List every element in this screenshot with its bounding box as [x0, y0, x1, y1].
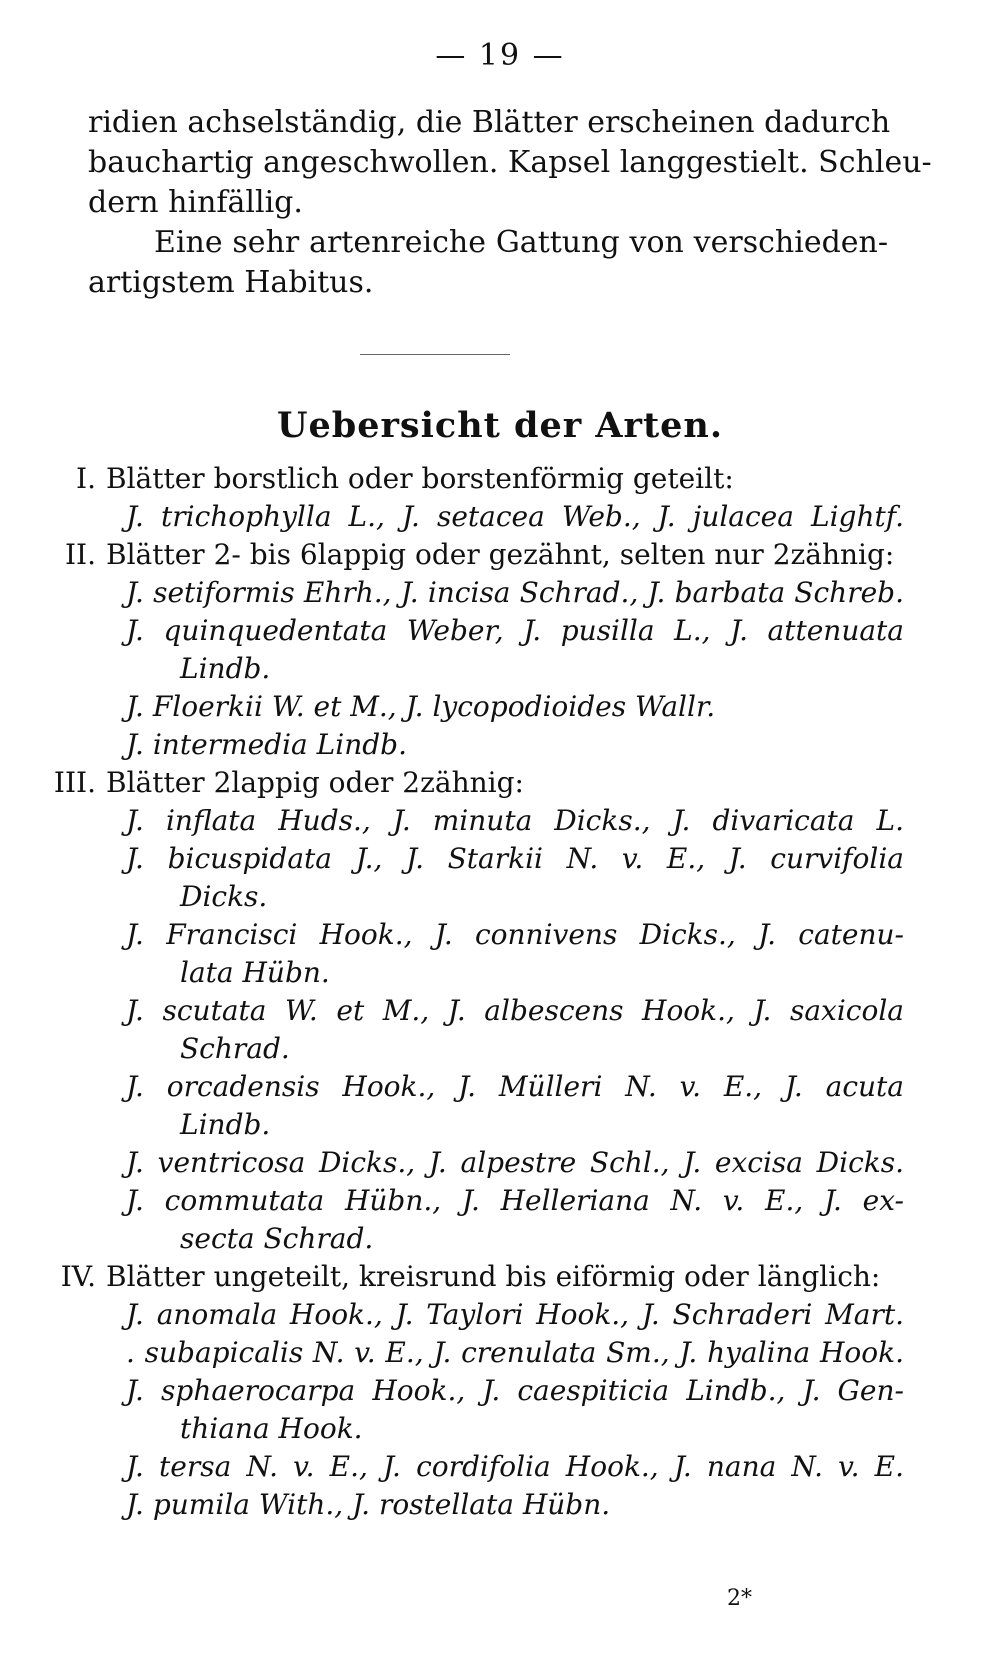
section-divider [360, 354, 510, 355]
species-line: thiana Hook. [180, 1412, 363, 1445]
species-line: J. quinquedentata Weber, J. pusilla L., J. attenuata [126, 614, 904, 647]
text-line: Eine sehr artenreiche Gattung von verschieden- [154, 225, 888, 260]
species-line: J. sphaerocarpa Hook., J. caespiticia Lindb., J. Gen- [126, 1374, 904, 1407]
species-line: J. setiformis Ehrh., J. incisa Schrad., J. barbata Schreb. [126, 576, 904, 609]
text-line: bauchartig angeschwollen. Kapsel langgestielt. Schleu- [88, 145, 932, 180]
section-ii-header [44, 536, 894, 574]
species-line: J. Francisci Hook., J. connivens Dicks., J. catenu- [126, 918, 904, 951]
species-line: J. trichophylla L., J. setacea Web., J. julacea Lightf. [126, 500, 904, 533]
species-line: lata Hübn. [180, 956, 330, 989]
species-line: J. scutata W. et M., J. albescens Hook., J. saxicola [126, 994, 904, 1027]
text-line: ridien achselständig, die Blätter erscheinen dadurch [88, 105, 891, 140]
species-line: J. anomala Hook., J. Taylori Hook., J. Schraderi Mart. [126, 1298, 904, 1331]
species-line: J. ventricosa Dicks., J. alpestre Schl., J. excisa Dicks. [126, 1146, 904, 1179]
section-numeral: IV. [60, 1260, 96, 1293]
section-title: Blätter borstlich oder borstenförmig geteilt: [106, 462, 734, 495]
section-title: Blätter ungeteilt, kreisrund bis eiförmig oder länglich: [106, 1260, 881, 1293]
species-line: Dicks. [180, 880, 268, 913]
section-numeral: I. [76, 462, 96, 495]
species-line: Lindb. [180, 1108, 271, 1141]
species-line: J. inflata Huds., J. minuta Dicks., J. divaricata L. [126, 804, 904, 837]
section-iv-header [44, 1258, 880, 1296]
section-heading: Uebersicht der Arten. [276, 405, 724, 446]
text-line: artigstem Habitus. [88, 265, 374, 300]
intro-paragraph-2 [88, 223, 888, 303]
species-line: secta Schrad. [180, 1222, 374, 1255]
species-line: J. Floerkii W. et M., J. lycopodioides Wallr. [126, 690, 716, 723]
section-iii-header [44, 764, 524, 802]
intro-paragraph-1 [88, 103, 932, 223]
species-line: J. tersa N. v. E., J. cordifolia Hook., J. nana N. v. E. [126, 1450, 904, 1483]
species-line: . subapicalis N. v. E., J. crenulata Sm., J. hyalina Hook. [126, 1336, 904, 1369]
species-line: J. intermedia Lindb. [126, 728, 407, 761]
species-line: J. bicuspidata J., J. Starkii N. v. E., J. curvifolia [126, 842, 904, 875]
signature-mark: 2* [727, 1586, 752, 1611]
species-line: J. orcadensis Hook., J. Mülleri N. v. E., J. acuta [126, 1070, 904, 1103]
species-line: J. pumila With., J. rostellata Hübn. [126, 1488, 611, 1521]
section-title: Blätter 2- bis 6lappig oder gezähnt, selten nur 2zähnig: [106, 538, 895, 571]
section-i-header [44, 460, 734, 498]
section-numeral: II. [64, 538, 96, 571]
section-title: Blätter 2lappig oder 2zähnig: [106, 766, 524, 799]
species-line: Schrad. [180, 1032, 290, 1065]
page-number: — 19 — [435, 38, 565, 73]
species-line: Lindb. [180, 652, 271, 685]
text-line: dern hinfällig. [88, 185, 303, 220]
species-line: J. commutata Hübn., J. Helleriana N. v. E., J. ex- [126, 1184, 904, 1217]
section-numeral: III. [53, 766, 96, 799]
